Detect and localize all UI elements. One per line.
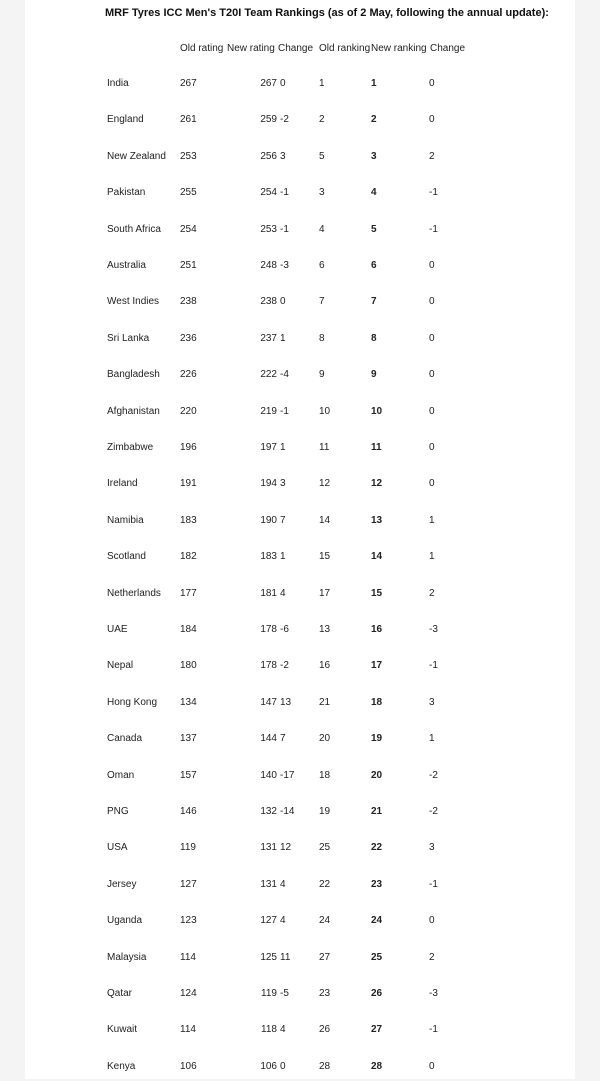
new-ranking-cell: 18 <box>371 696 383 708</box>
old-rating-cell: 238 <box>180 296 197 308</box>
old-rating-cell: 182 <box>180 551 197 563</box>
old-ranking-cell: 28 <box>319 1060 331 1072</box>
new-ranking-cell: 13 <box>371 514 383 526</box>
new-ranking-cell: 16 <box>371 624 383 635</box>
old-rating-cell: 119 <box>180 842 196 854</box>
new-rating-cell: 131 <box>260 878 277 890</box>
team-name: USA <box>107 842 128 854</box>
team-name: Pakistan <box>107 187 146 199</box>
header-new-ranking: New ranking <box>371 43 427 54</box>
new-rating-cell: 256 <box>260 150 277 162</box>
old-rating-cell: 134 <box>180 696 197 708</box>
team-name: Bangladesh <box>107 369 160 381</box>
new-ranking-cell: 17 <box>371 660 383 672</box>
new-ranking-cell: 14 <box>371 551 383 563</box>
old-ranking-cell: 27 <box>319 951 331 963</box>
rating-change-cell: 1 <box>280 551 286 563</box>
header-new-rating: New rating <box>227 43 275 54</box>
table-row <box>25 988 575 1008</box>
old-rating-cell: 123 <box>180 915 197 927</box>
article-page <box>25 0 575 1079</box>
ranking-change-cell: -1 <box>429 1024 438 1036</box>
team-name: Scotland <box>107 551 146 563</box>
team-name: Ireland <box>107 478 138 490</box>
old-ranking-cell: 18 <box>319 769 331 781</box>
team-name: New Zealand <box>107 150 166 162</box>
new-ranking-cell: 10 <box>371 405 383 417</box>
new-ranking-cell: 20 <box>371 769 383 781</box>
rating-change-cell: 0 <box>280 78 286 89</box>
new-rating-cell: 181 <box>260 587 277 599</box>
rating-change-cell: -1 <box>280 223 289 235</box>
new-ranking-cell: 11 <box>371 442 382 453</box>
ranking-change-cell: 0 <box>429 260 435 271</box>
new-ranking-cell: 9 <box>371 369 377 381</box>
rating-change-cell: 7 <box>280 733 286 745</box>
table-row <box>25 551 575 571</box>
old-rating-cell: 106 <box>180 1060 197 1072</box>
new-rating-cell: 106 <box>260 1060 277 1072</box>
new-ranking-cell: 24 <box>371 915 383 927</box>
ranking-change-cell: -1 <box>429 878 438 890</box>
old-ranking-cell: 26 <box>319 1024 331 1036</box>
ranking-change-cell: 1 <box>429 514 435 526</box>
ranking-change-cell: -1 <box>429 223 438 235</box>
team-name: Canada <box>107 733 143 745</box>
new-rating-cell: 131 <box>260 842 277 854</box>
team-name: Australia <box>107 260 146 271</box>
table-row <box>25 733 575 753</box>
old-rating-cell: 180 <box>180 660 197 672</box>
table-row <box>25 478 575 498</box>
new-rating-cell: 132 <box>260 806 277 817</box>
old-ranking-cell: 19 <box>319 806 331 817</box>
old-rating-cell: 191 <box>180 478 197 490</box>
new-rating-cell: 147 <box>260 696 277 708</box>
new-rating-cell: 219 <box>260 405 277 417</box>
ranking-change-cell: -3 <box>429 988 438 999</box>
team-name: Oman <box>107 769 135 781</box>
old-ranking-cell: 4 <box>319 223 325 235</box>
rating-change-cell: 12 <box>280 842 292 854</box>
table-row <box>25 114 575 134</box>
header-old-rating: Old rating <box>180 43 224 54</box>
rating-change-cell: 4 <box>280 915 286 927</box>
new-ranking-cell: 8 <box>371 332 377 344</box>
rating-change-cell: 0 <box>280 1060 286 1072</box>
new-rating-cell: 238 <box>260 296 277 308</box>
table-row <box>25 587 575 608</box>
team-name: Uganda <box>107 915 143 927</box>
ranking-change-cell: 3 <box>429 842 435 854</box>
team-name: PNG <box>107 806 129 817</box>
old-ranking-cell: 1 <box>319 78 325 89</box>
rating-change-cell: -14 <box>280 806 295 817</box>
old-rating-cell: 251 <box>180 260 197 271</box>
new-ranking-cell: 28 <box>371 1060 383 1072</box>
table-row <box>25 842 575 862</box>
old-rating-cell: 254 <box>180 223 197 235</box>
ranking-change-cell: 0 <box>429 1060 435 1072</box>
old-rating-cell: 114 <box>180 1024 196 1036</box>
team-name: India <box>107 78 129 89</box>
new-ranking-cell: 19 <box>371 733 383 745</box>
new-rating-cell: 140 <box>260 769 277 781</box>
old-ranking-cell: 15 <box>319 551 331 563</box>
new-rating-cell: 178 <box>260 660 277 672</box>
new-ranking-cell: 4 <box>371 187 377 199</box>
team-name: England <box>107 114 144 126</box>
new-rating-cell: 190 <box>260 514 277 526</box>
old-ranking-cell: 8 <box>319 332 325 344</box>
old-ranking-cell: 23 <box>319 988 331 999</box>
rating-change-cell: 3 <box>280 478 286 490</box>
new-rating-cell: 183 <box>260 551 277 563</box>
new-ranking-cell: 7 <box>371 296 377 308</box>
old-ranking-cell: 16 <box>319 660 331 672</box>
ranking-change-cell: 0 <box>429 442 435 453</box>
ranking-change-cell: -3 <box>429 624 438 635</box>
table-row <box>25 1024 575 1044</box>
ranking-change-cell: 3 <box>429 696 435 708</box>
page-title: MRF Tyres ICC Men's T20I Team Rankings (as of 2 May, following the annual update): <box>105 7 549 19</box>
new-ranking-cell: 21 <box>371 806 383 817</box>
old-rating-cell: 183 <box>180 514 197 526</box>
ranking-change-cell: 0 <box>429 369 435 381</box>
team-name: Afghanistan <box>107 405 160 417</box>
header-ranking-change: Change <box>430 43 466 54</box>
rating-change-cell: 0 <box>280 296 286 308</box>
table-row <box>25 806 575 826</box>
old-rating-cell: 236 <box>180 332 197 344</box>
new-rating-cell: 127 <box>260 915 277 927</box>
team-name: UAE <box>107 624 128 635</box>
rating-change-cell: -5 <box>280 988 289 999</box>
new-ranking-cell: 27 <box>371 1024 383 1036</box>
old-rating-cell: 255 <box>180 187 197 199</box>
team-name: Sri Lanka <box>107 332 150 344</box>
new-ranking-cell: 5 <box>371 223 377 235</box>
ranking-change-cell: 0 <box>429 915 435 927</box>
table-row <box>25 769 575 790</box>
new-ranking-cell: 2 <box>371 114 377 126</box>
rating-change-cell: -4 <box>280 369 289 381</box>
old-rating-cell: 267 <box>180 78 197 89</box>
new-ranking-cell: 23 <box>371 878 383 890</box>
old-ranking-cell: 7 <box>319 296 325 308</box>
ranking-change-cell: 0 <box>429 296 435 308</box>
table-row <box>25 915 575 935</box>
ranking-change-cell: 2 <box>429 150 435 162</box>
new-ranking-cell: 25 <box>371 951 383 963</box>
table-row <box>25 660 575 680</box>
new-rating-cell: 259 <box>260 114 277 126</box>
table-row <box>25 442 575 462</box>
team-name: Kenya <box>107 1060 136 1072</box>
rating-change-cell: -3 <box>280 260 289 271</box>
team-name: Hong Kong <box>107 696 158 708</box>
ranking-change-cell: 2 <box>429 587 435 599</box>
new-ranking-cell: 3 <box>371 150 377 162</box>
ranking-change-cell: 1 <box>429 733 435 745</box>
new-ranking-cell: 22 <box>371 842 383 854</box>
old-rating-cell: 124 <box>180 988 197 999</box>
new-rating-cell: 254 <box>260 187 277 199</box>
table-row <box>25 405 575 426</box>
old-rating-cell: 137 <box>180 733 197 745</box>
team-name: Namibia <box>107 514 144 526</box>
table-row <box>25 369 575 389</box>
rating-change-cell: -6 <box>280 624 289 635</box>
old-ranking-cell: 13 <box>319 624 331 635</box>
table-row <box>25 78 575 98</box>
old-ranking-cell: 22 <box>319 878 331 890</box>
team-name: West Indies <box>107 296 160 308</box>
new-rating-cell: 144 <box>260 733 277 745</box>
old-rating-cell: 261 <box>180 114 197 126</box>
ranking-change-cell: -2 <box>429 769 438 781</box>
ranking-change-cell: 0 <box>429 332 435 344</box>
team-name: South Africa <box>107 223 161 235</box>
old-ranking-cell: 9 <box>319 369 325 381</box>
team-name: Malaysia <box>107 951 147 963</box>
rating-change-cell: 11 <box>280 951 291 963</box>
old-ranking-cell: 6 <box>319 260 325 271</box>
new-ranking-cell: 6 <box>371 260 377 271</box>
table-row <box>25 150 575 171</box>
new-rating-cell: 237 <box>260 332 277 344</box>
new-rating-cell: 178 <box>260 624 277 635</box>
old-ranking-cell: 5 <box>319 150 325 162</box>
ranking-change-cell: 1 <box>429 551 435 563</box>
old-ranking-cell: 12 <box>319 478 331 490</box>
old-rating-cell: 114 <box>180 951 196 963</box>
new-rating-cell: 125 <box>260 951 277 963</box>
old-rating-cell: 220 <box>180 405 197 417</box>
ranking-change-cell: 2 <box>429 951 435 963</box>
old-rating-cell: 157 <box>180 769 197 781</box>
old-ranking-cell: 2 <box>319 114 325 126</box>
new-rating-cell: 194 <box>260 478 277 490</box>
table-row <box>25 696 575 717</box>
ranking-change-cell: -2 <box>429 806 438 817</box>
old-ranking-cell: 11 <box>319 442 330 453</box>
old-rating-cell: 253 <box>180 150 197 162</box>
old-rating-cell: 184 <box>180 624 197 635</box>
old-ranking-cell: 14 <box>319 514 331 526</box>
new-ranking-cell: 26 <box>371 988 383 999</box>
old-rating-cell: 127 <box>180 878 197 890</box>
team-name: Jersey <box>107 878 137 890</box>
new-rating-cell: 248 <box>260 260 277 271</box>
rating-change-cell: -2 <box>280 660 289 672</box>
new-rating-cell: 267 <box>260 78 277 89</box>
rating-change-cell: -2 <box>280 114 289 126</box>
rating-change-cell: -1 <box>280 405 289 417</box>
header-rating-change: Change <box>278 43 314 54</box>
rating-change-cell: -17 <box>280 769 295 781</box>
old-rating-cell: 177 <box>180 587 197 599</box>
team-name: Netherlands <box>107 587 161 599</box>
rating-change-cell: 4 <box>280 878 286 890</box>
old-ranking-cell: 24 <box>319 915 331 927</box>
rating-change-cell: 1 <box>280 332 286 344</box>
new-ranking-cell: 12 <box>371 478 383 490</box>
table-row <box>25 878 575 899</box>
old-ranking-cell: 3 <box>319 187 325 199</box>
rating-change-cell: 4 <box>280 587 286 599</box>
team-name: Qatar <box>107 988 133 999</box>
table-row <box>25 223 575 244</box>
new-ranking-cell: 15 <box>371 587 383 599</box>
table-row <box>25 624 575 644</box>
ranking-change-cell: 0 <box>429 78 435 89</box>
table-row <box>25 951 575 972</box>
rating-change-cell: 1 <box>280 442 286 453</box>
new-rating-cell: 197 <box>260 442 277 453</box>
old-rating-cell: 146 <box>180 806 197 817</box>
header-old-ranking: Old ranking <box>319 43 371 54</box>
new-rating-cell: 119 <box>261 988 277 999</box>
rating-change-cell: 3 <box>280 150 286 162</box>
old-ranking-cell: 17 <box>319 587 331 599</box>
rating-change-cell: 7 <box>280 514 286 526</box>
table-row <box>25 296 575 316</box>
ranking-change-cell: 0 <box>429 114 435 126</box>
old-rating-cell: 226 <box>180 369 197 381</box>
rating-change-cell: 13 <box>280 696 292 708</box>
new-rating-cell: 118 <box>261 1024 277 1036</box>
new-rating-cell: 222 <box>260 369 277 381</box>
table-row <box>25 514 575 535</box>
team-name: Zimbabwe <box>107 442 154 453</box>
ranking-change-cell: -1 <box>429 187 438 199</box>
table-row <box>25 332 575 353</box>
table-row <box>25 187 575 207</box>
rating-change-cell: 4 <box>280 1024 286 1036</box>
rating-change-cell: -1 <box>280 187 289 199</box>
ranking-change-cell: 0 <box>429 405 435 417</box>
old-ranking-cell: 20 <box>319 733 331 745</box>
new-ranking-cell: 1 <box>371 78 377 89</box>
ranking-change-cell: -1 <box>429 660 438 672</box>
new-rating-cell: 253 <box>260 223 277 235</box>
team-name: Nepal <box>107 660 134 672</box>
team-name: Kuwait <box>107 1024 138 1036</box>
old-rating-cell: 196 <box>180 442 197 453</box>
ranking-change-cell: 0 <box>429 478 435 490</box>
old-ranking-cell: 10 <box>319 405 331 417</box>
old-ranking-cell: 25 <box>319 842 331 854</box>
old-ranking-cell: 21 <box>319 696 331 708</box>
table-row <box>25 260 575 280</box>
